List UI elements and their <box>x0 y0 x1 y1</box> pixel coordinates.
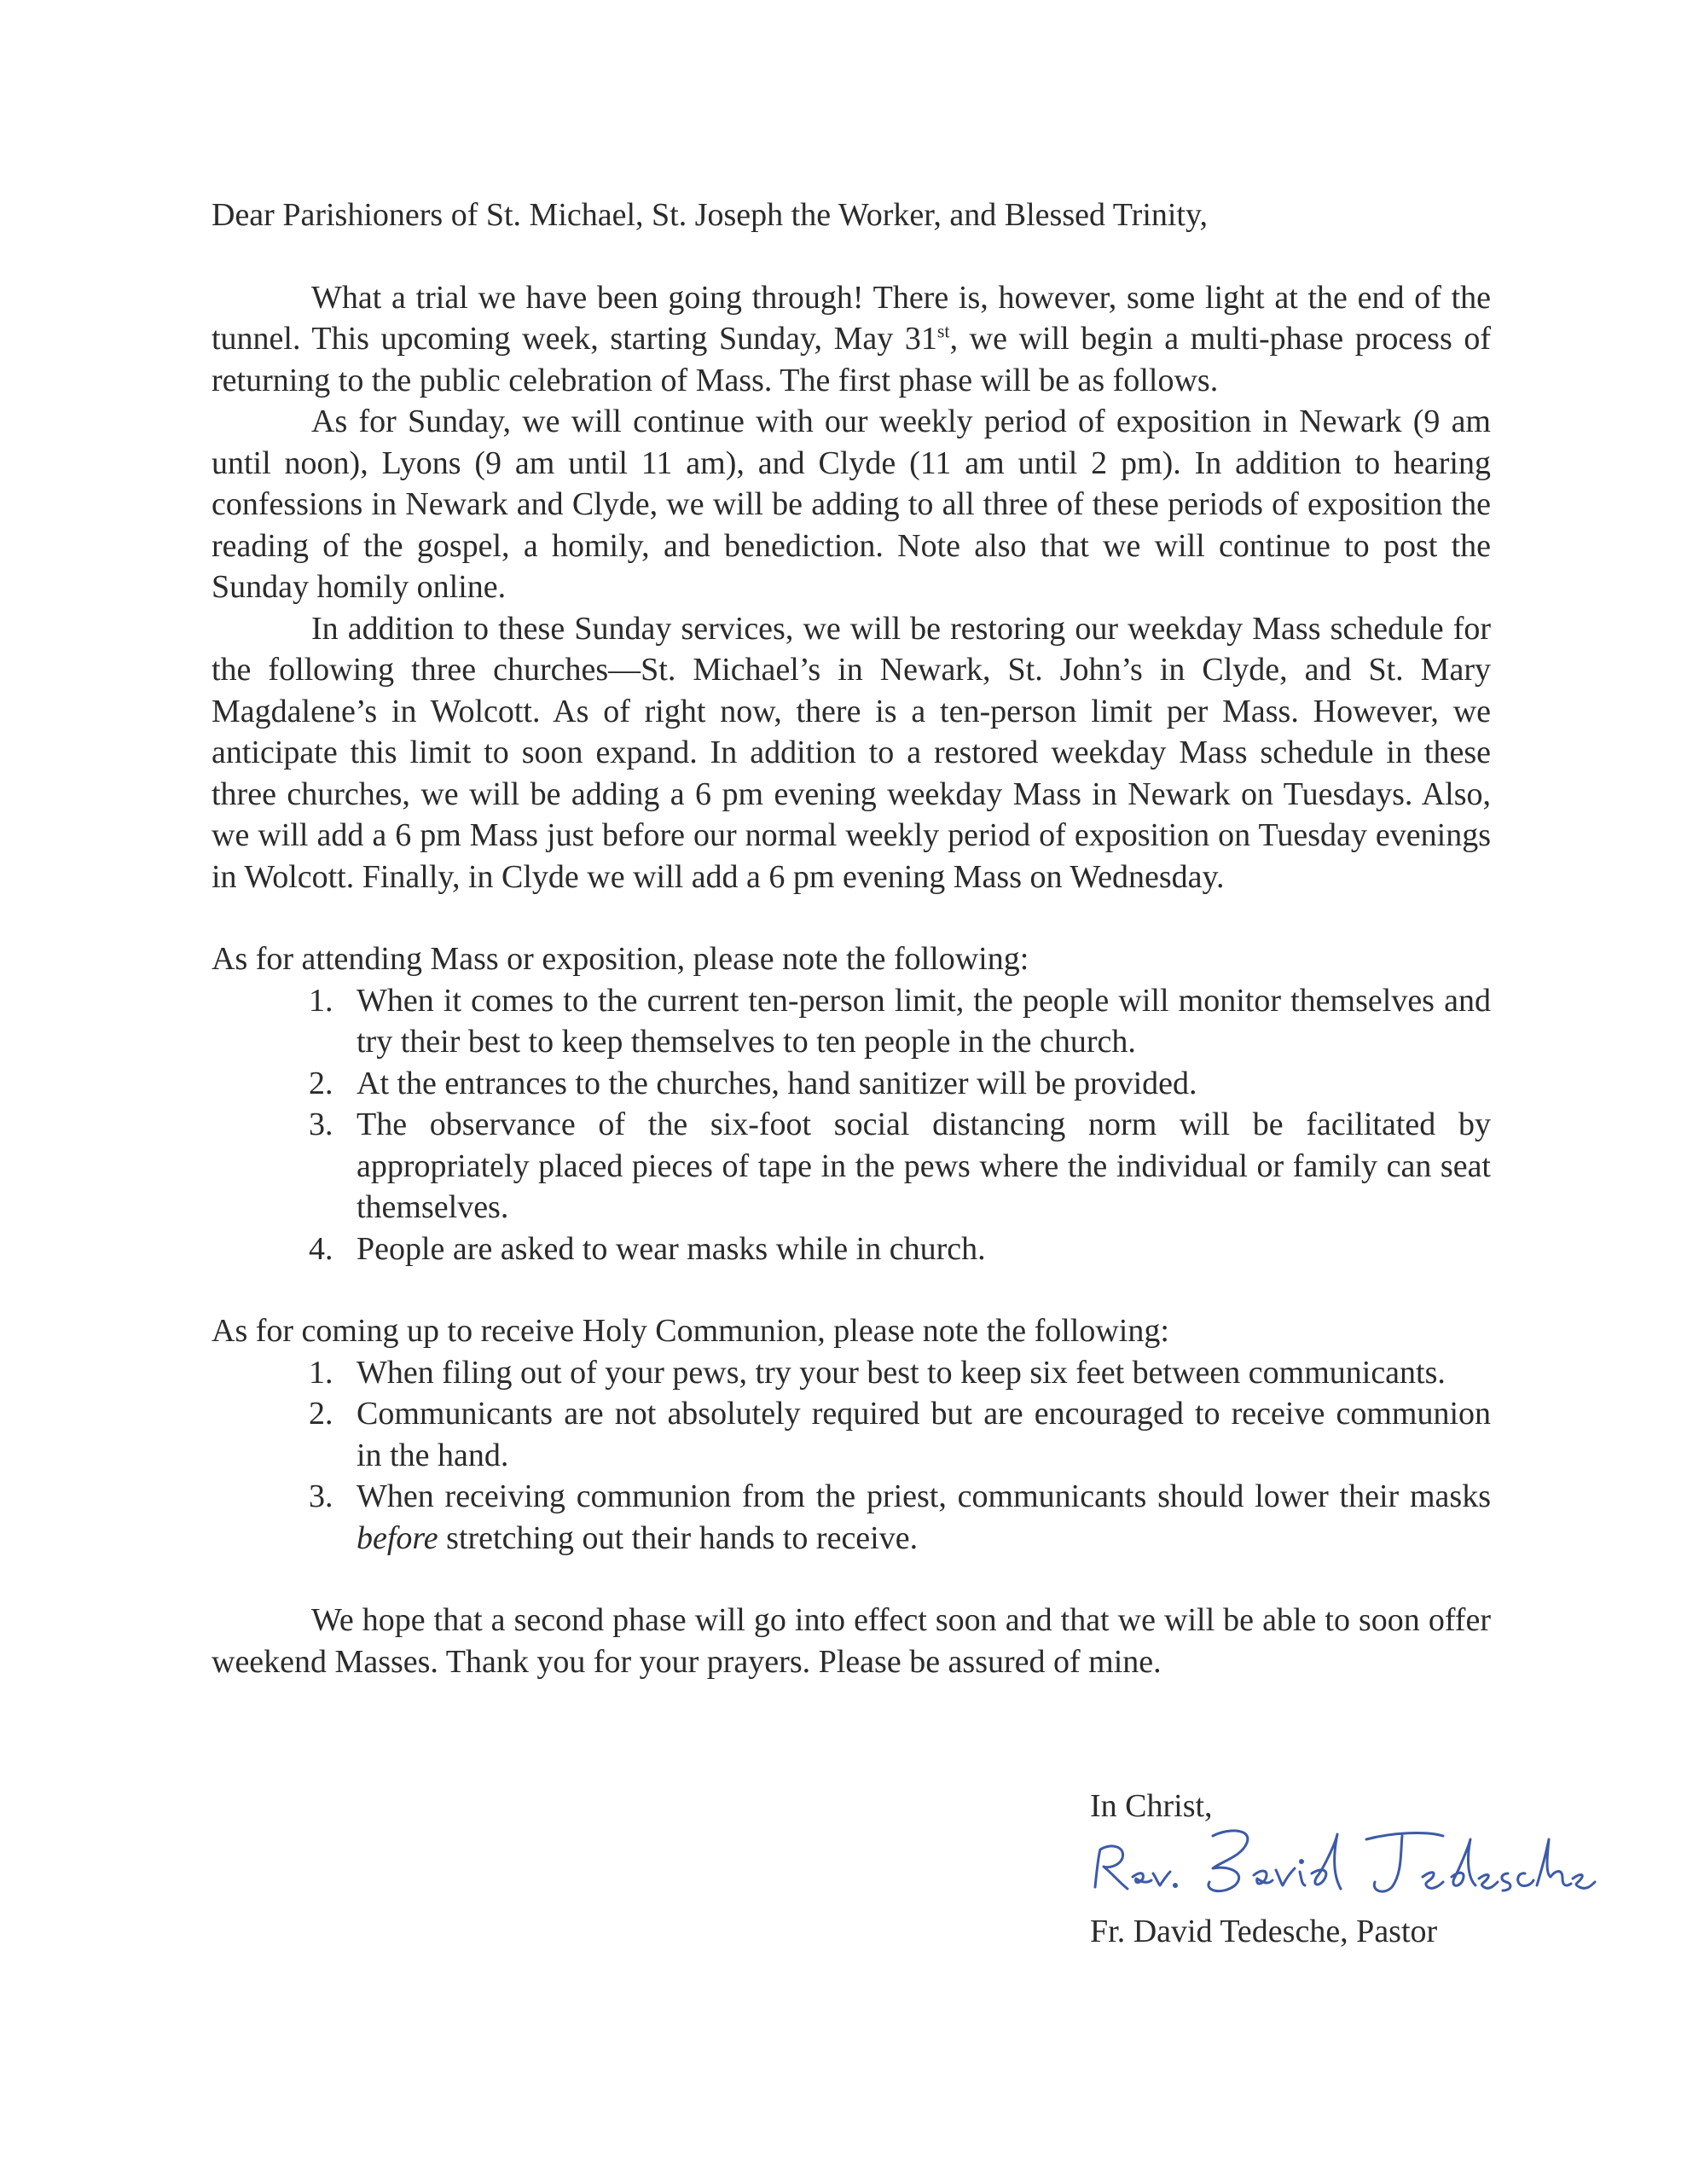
list-item <box>212 1476 1491 1559</box>
closing-line: In Christ, <box>1090 1788 1213 1824</box>
paragraph-1-text-b: , we will begin a multi-phase process of returning to the public celebration of Mass. The first phase will be as follows. <box>212 321 1491 398</box>
list-item <box>212 1063 1491 1105</box>
closing-paragraph: We hope that a second phase will go into effect soon and that we will be able to soon offer weekend Masses. Thank you for your prayers. Please be assured of mine. <box>212 1602 1491 1680</box>
list-item <box>212 1104 1491 1228</box>
list-item <box>212 1228 1491 1270</box>
list-number: 3. <box>309 1478 333 1514</box>
list-item-text-b: stretching out their hands to receive. <box>438 1519 919 1556</box>
list-item <box>212 1393 1491 1476</box>
attending-intro: As for attending Mass or exposition, please note the following: <box>212 941 1029 977</box>
ordinal-suffix: st <box>936 320 950 342</box>
list-number: 2. <box>309 1396 333 1432</box>
salutation: Dear Parishioners of St. Michael, St. Joseph the Worker, and Blessed Trinity, <box>212 197 1209 233</box>
paragraph-1-text-a: What a trial we have been going through! There is, however, some light at the end of the tunnel. This upcoming week, starting Sunday, May 31 <box>212 279 1491 357</box>
list-item <box>212 980 1491 1063</box>
paragraph-2: As for Sunday, we will continue with our weekly period of exposition in Newark (9 am until noon), Lyons (9 am until 11 am), and Clyde (11 am until 2 pm). In addition to hearing confessions in Newark and Clyde, we will be adding to all three of these periods of exposition the reading of the gospel, a homily, and benediction. Note also that we will continue to post the Sunday homily online. <box>212 404 1491 605</box>
list-item-text: Communicants are not absolutely required but are encouraged to receive communion in the hand. <box>357 1396 1491 1473</box>
list-item-text-a: When receiving communion from the priest, communicants should lower their masks <box>357 1478 1491 1514</box>
pastor-name: Fr. David Tedesche, Pastor <box>1090 1914 1438 1949</box>
letter-body <box>212 195 1491 1682</box>
list-item-text: When filing out of your pews, try your best to keep six feet between communicants. <box>357 1354 1446 1391</box>
list-item-text: When it comes to the current ten-person limit, the people will monitor themselves and try their best to keep themselves to ten people in the church. <box>357 982 1491 1060</box>
list-number: 1. <box>309 1354 333 1391</box>
paragraph-1 <box>212 277 1491 402</box>
list-item-text: At the entrances to the churches, hand sanitizer will be provided. <box>357 1065 1197 1101</box>
paragraph-3: In addition to these Sunday services, we will be restoring our weekday Mass schedule for the following three churches—St. Michael’s in Newark, St. John’s in Clyde, and St. Mary Magdalene’s in Wolcott. As of right now, there is a ten-person limit per Mass. However, we anticipate this limit to soon expand. In addition to a restored weekday Mass schedule in these three churches, we will be adding a 6 pm evening weekday Mass in Newark on Tuesdays. Also, we will add a 6 pm Mass just before our normal weekly period of exposition on Tuesday evenings in Wolcott. Finally, in Clyde we will add a 6 pm evening Mass on Wednesday. <box>212 610 1491 895</box>
emphasis-before: before <box>357 1519 438 1556</box>
list-item-text: The observance of the six-foot social distancing norm will be facilitated by appropriately placed pieces of tape in the pews where the individual or family can seat themselves. <box>357 1107 1491 1225</box>
list-number: 1. <box>309 982 333 1019</box>
list-item <box>212 1352 1491 1394</box>
communion-intro: As for coming up to receive Holy Communion, please note the following: <box>212 1313 1169 1349</box>
list-number: 2. <box>309 1065 333 1101</box>
attending-list <box>212 980 1491 1270</box>
list-number: 3. <box>309 1107 333 1142</box>
list-number: 4. <box>309 1230 333 1267</box>
list-item-text: People are asked to wear masks while in church. <box>357 1230 986 1267</box>
handwritten-signature <box>1085 1817 1597 1911</box>
communion-list <box>212 1352 1491 1560</box>
